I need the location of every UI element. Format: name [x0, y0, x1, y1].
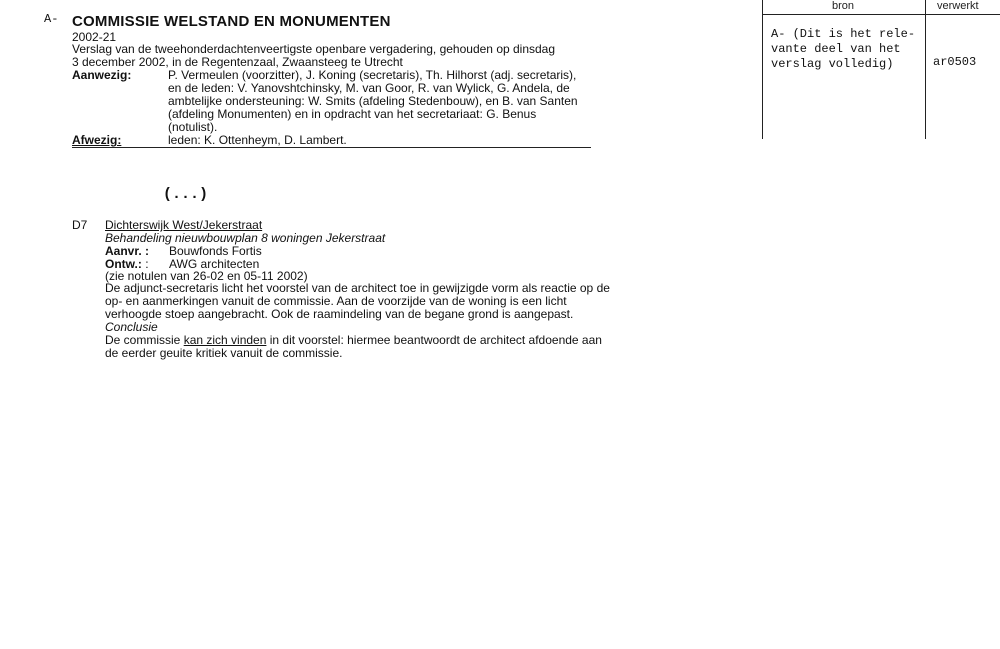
designer-label-suffix: : — [141, 257, 149, 271]
present-label: Aanwezig: — [72, 68, 132, 82]
conclusion-line-2: de eerder geuite kritiek vanuit de commissie. — [105, 346, 343, 360]
absent-label: Afwezig: — [72, 133, 122, 147]
present-line-2: en de leden: V. Yanovshtchinsky, M. van Goor, R. van Wylick, G. Andela, de — [168, 81, 570, 95]
meeting-number: 2002-21 — [72, 30, 117, 44]
omission-ellipsis: (...) — [163, 186, 209, 203]
present-line-4: (afdeling Monumenten) en in opdracht van het secretariaat: G. Benus — [168, 107, 537, 121]
item-location: Dichterswijk West/Jekerstraat — [105, 218, 263, 232]
conclusion-pre: De commissie — [105, 333, 184, 347]
margin-mark: A- — [44, 12, 59, 26]
intro-line-1: Verslag van de tweehonderdachtenveertigste openbare vergadering, gehouden op dinsdag — [72, 42, 556, 56]
present-line-5: (notulist). — [168, 120, 218, 134]
intro-line-2: 3 december 2002, in de Regentenzaal, Zwaansteeg te Utrecht — [72, 55, 403, 69]
body-line-3: verhoogde stoep aangebracht. Ook de raamindeling van de begane grond is aangepast. — [105, 307, 574, 321]
table-header-rule — [762, 14, 1000, 15]
present-line-3: ambtelijke ondersteuning: W. Smits (afdeling Stedenbouw), en B. van Santen — [168, 94, 578, 108]
item-subject: Behandeling nieuwbouwplan 8 woningen Jekerstraat — [105, 231, 386, 245]
body-line-1: De adjunct-secretaris licht het voorstel van de architect toe in gewijzigde vorm als reactie op de — [105, 281, 610, 295]
body-line-2: op- en aanmerkingen vanuit de commissie. Aan de voorzijde van de woning is een licht — [105, 294, 567, 308]
source-note-line-3: verslag volledig) — [771, 57, 894, 71]
absent-text: leden: K. Ottenheym, D. Lambert. — [168, 133, 347, 147]
see-notes: (zie notulen van 26-02 en 05-11 2002) — [105, 269, 308, 283]
processed-code: ar0503 — [933, 55, 977, 69]
conclusion-post: in dit voorstel: hiermee beantwoordt de architect afdoende aan — [266, 333, 602, 347]
present-line-1: P. Vermeulen (voorzitter), J. Koning (secretaris), Th. Hilhorst (adj. secretaris), — [168, 68, 577, 82]
source-note-line-1: A- (Dit is het rele- — [771, 27, 916, 41]
table-column-rule — [925, 0, 926, 139]
item-code: D7 — [72, 218, 88, 232]
document-title: COMMISSIE WELSTAND EN MONUMENTEN — [72, 13, 391, 30]
conclusion-label: Conclusie — [105, 320, 158, 334]
designer-label: Ontw.: — [105, 257, 142, 271]
applicant-label: Aanvr. : — [105, 244, 150, 258]
header-rule — [72, 147, 591, 148]
column-header-source: bron — [832, 0, 855, 12]
conclusion-underlined: kan zich vinden — [183, 333, 267, 347]
column-header-processed: verwerkt — [937, 0, 979, 12]
source-note — [771, 27, 915, 72]
applicant-value: Bouwfonds Fortis — [169, 244, 262, 258]
table-left-rule — [762, 0, 763, 139]
source-note-line-2: vante deel van het — [771, 42, 901, 56]
designer-value: AWG architecten — [169, 257, 260, 271]
